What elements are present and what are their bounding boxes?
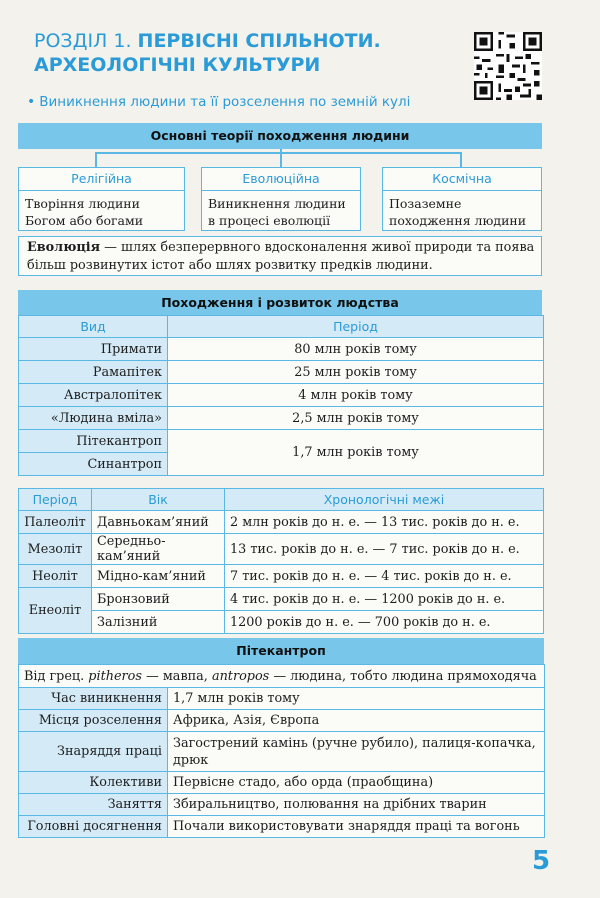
period-cell: 25 млн років тому bbox=[168, 361, 544, 384]
theory-name: Еволюційна bbox=[202, 168, 360, 191]
etym-post: — людина, тобто людина прямоходяча bbox=[269, 668, 537, 684]
table-row bbox=[19, 407, 544, 430]
period-cell: Палеоліт bbox=[19, 511, 92, 534]
col-kind: Вид bbox=[19, 316, 168, 338]
bullet-icon: • bbox=[27, 94, 36, 110]
limits-cell: 2 млн років до н. е. — 13 тис. років до н. е. bbox=[225, 511, 544, 534]
theory-evolutionary bbox=[201, 167, 361, 231]
connector-line bbox=[460, 152, 462, 167]
theory-text: Позаземне походження людини bbox=[389, 196, 527, 228]
period-cell: Неоліт bbox=[19, 565, 92, 588]
theory-text: Виникнення людини в процесі еволюції bbox=[208, 196, 346, 228]
kind-cell: Пітекантроп bbox=[19, 430, 168, 453]
limits-cell: 1200 років до н. е. — 700 років до н. е. bbox=[225, 611, 544, 634]
row-label: Заняття bbox=[19, 794, 168, 816]
etym-word-1: pitheros bbox=[88, 668, 142, 684]
row-label: Головні досягнення bbox=[19, 816, 168, 838]
table-row bbox=[19, 534, 544, 565]
table-row bbox=[19, 794, 545, 816]
table-row bbox=[19, 816, 545, 838]
theory-cosmic bbox=[382, 167, 542, 231]
row-value: Африка, Азія, Європа bbox=[168, 710, 545, 732]
age-cell: Залізний bbox=[92, 611, 225, 634]
age-cell: Бронзовий bbox=[92, 588, 225, 611]
title-part1: ПЕРВІСНІ СПІЛЬНОТИ. bbox=[137, 30, 381, 52]
etym-pre: Від грец. bbox=[24, 668, 89, 684]
title-part2: АРХЕОЛОГІЧНІ КУЛЬТУРИ bbox=[34, 54, 321, 76]
limits-cell: 4 тис. років до н. е. — 1200 років до н. е. bbox=[225, 588, 544, 611]
theory-name: Релігійна bbox=[19, 168, 184, 191]
connector-line bbox=[95, 152, 97, 167]
kind-cell: «Людина вміла» bbox=[19, 407, 168, 430]
row-label: Колективи bbox=[19, 772, 168, 794]
col-period: Період bbox=[19, 489, 92, 511]
table-row bbox=[19, 732, 545, 772]
chapter-title bbox=[34, 30, 381, 52]
definition-term: Еволюція bbox=[27, 240, 101, 255]
age-cell: Мідно-кам’яний bbox=[92, 565, 225, 588]
row-value: Збиральництво, полювання на дрібних тварин bbox=[168, 794, 545, 816]
periods-table bbox=[18, 488, 544, 634]
table-row bbox=[19, 611, 544, 634]
kind-cell: Синантроп bbox=[19, 453, 168, 476]
theory-religious bbox=[18, 167, 185, 231]
period-cell: Мезоліт bbox=[19, 534, 92, 565]
period-cell: 4 млн років тому bbox=[168, 384, 544, 407]
table-row bbox=[19, 511, 544, 534]
theory-text: Творіння людини Богом або богами bbox=[25, 196, 144, 228]
age-cell: Середньо-кам’яний bbox=[92, 534, 225, 565]
origin-title: Походження і розвиток людства bbox=[18, 290, 542, 316]
section-label: РОЗДІЛ 1. bbox=[34, 30, 132, 52]
table-row bbox=[19, 710, 545, 732]
table-row bbox=[19, 588, 544, 611]
table-header-row bbox=[19, 489, 544, 511]
page-number: 5 bbox=[532, 846, 551, 876]
evolution-definition bbox=[18, 236, 542, 276]
pithecanthropus-title: Пітекантроп bbox=[18, 638, 544, 664]
kind-cell: Рамапітек bbox=[19, 361, 168, 384]
col-age: Вік bbox=[92, 489, 225, 511]
origin-table bbox=[18, 315, 544, 476]
etymology bbox=[19, 665, 545, 688]
etym-word-2: antropos bbox=[211, 668, 270, 684]
row-label: Місця розселення bbox=[19, 710, 168, 732]
table-header-row bbox=[19, 316, 544, 338]
period-cell: 2,5 млн років тому bbox=[168, 407, 544, 430]
col-period: Період bbox=[168, 316, 544, 338]
kind-cell: Австралопітек bbox=[19, 384, 168, 407]
row-value: Первісне стадо, або орда (праобщина) bbox=[168, 772, 545, 794]
table-row bbox=[19, 338, 544, 361]
connector-line bbox=[280, 152, 282, 167]
age-cell: Давньокам’яний bbox=[92, 511, 225, 534]
table-row bbox=[19, 430, 544, 453]
row-value: Почали використовувати знаряддя праці та вогонь bbox=[168, 816, 545, 838]
connector-line bbox=[95, 152, 460, 154]
limits-cell: 13 тис. років до н. е. — 7 тис. років до н. е. bbox=[225, 534, 544, 565]
table-row bbox=[19, 688, 545, 710]
table-row bbox=[19, 384, 544, 407]
row-label: Час виникнення bbox=[19, 688, 168, 710]
row-value: Загострений камінь (ручне рубило), палиця-копачка, дрюк bbox=[168, 732, 545, 772]
subtopic-text: Виникнення людини та її розселення по земній кулі bbox=[39, 94, 411, 110]
period-cell: Енеоліт bbox=[19, 588, 92, 634]
pithecanthropus-table bbox=[18, 664, 545, 838]
theory-name: Космічна bbox=[383, 168, 541, 191]
row-value: 1,7 млн років тому bbox=[168, 688, 545, 710]
period-cell: 80 млн років тому bbox=[168, 338, 544, 361]
limits-cell: 7 тис. років до н. е. — 4 тис. років до н. е. bbox=[225, 565, 544, 588]
subtopic bbox=[27, 94, 410, 110]
table-row bbox=[19, 772, 545, 794]
col-limits: Хронологічні межі bbox=[225, 489, 544, 511]
kind-cell: Примати bbox=[19, 338, 168, 361]
period-cell: 1,7 млн років тому bbox=[168, 430, 544, 476]
definition-text: — шлях безперервного вдосконалення живої природи та поява більш розвинутих істот або шлях розвитку предків людини. bbox=[27, 240, 535, 273]
table-row bbox=[19, 665, 545, 688]
theories-title: Основні теорії походження людини bbox=[18, 123, 542, 149]
etym-mid: — мавпа, bbox=[141, 668, 212, 684]
row-label: Знаряддя праці bbox=[19, 732, 168, 772]
table-row bbox=[19, 361, 544, 384]
qr-code-icon[interactable] bbox=[474, 32, 542, 100]
table-row bbox=[19, 565, 544, 588]
